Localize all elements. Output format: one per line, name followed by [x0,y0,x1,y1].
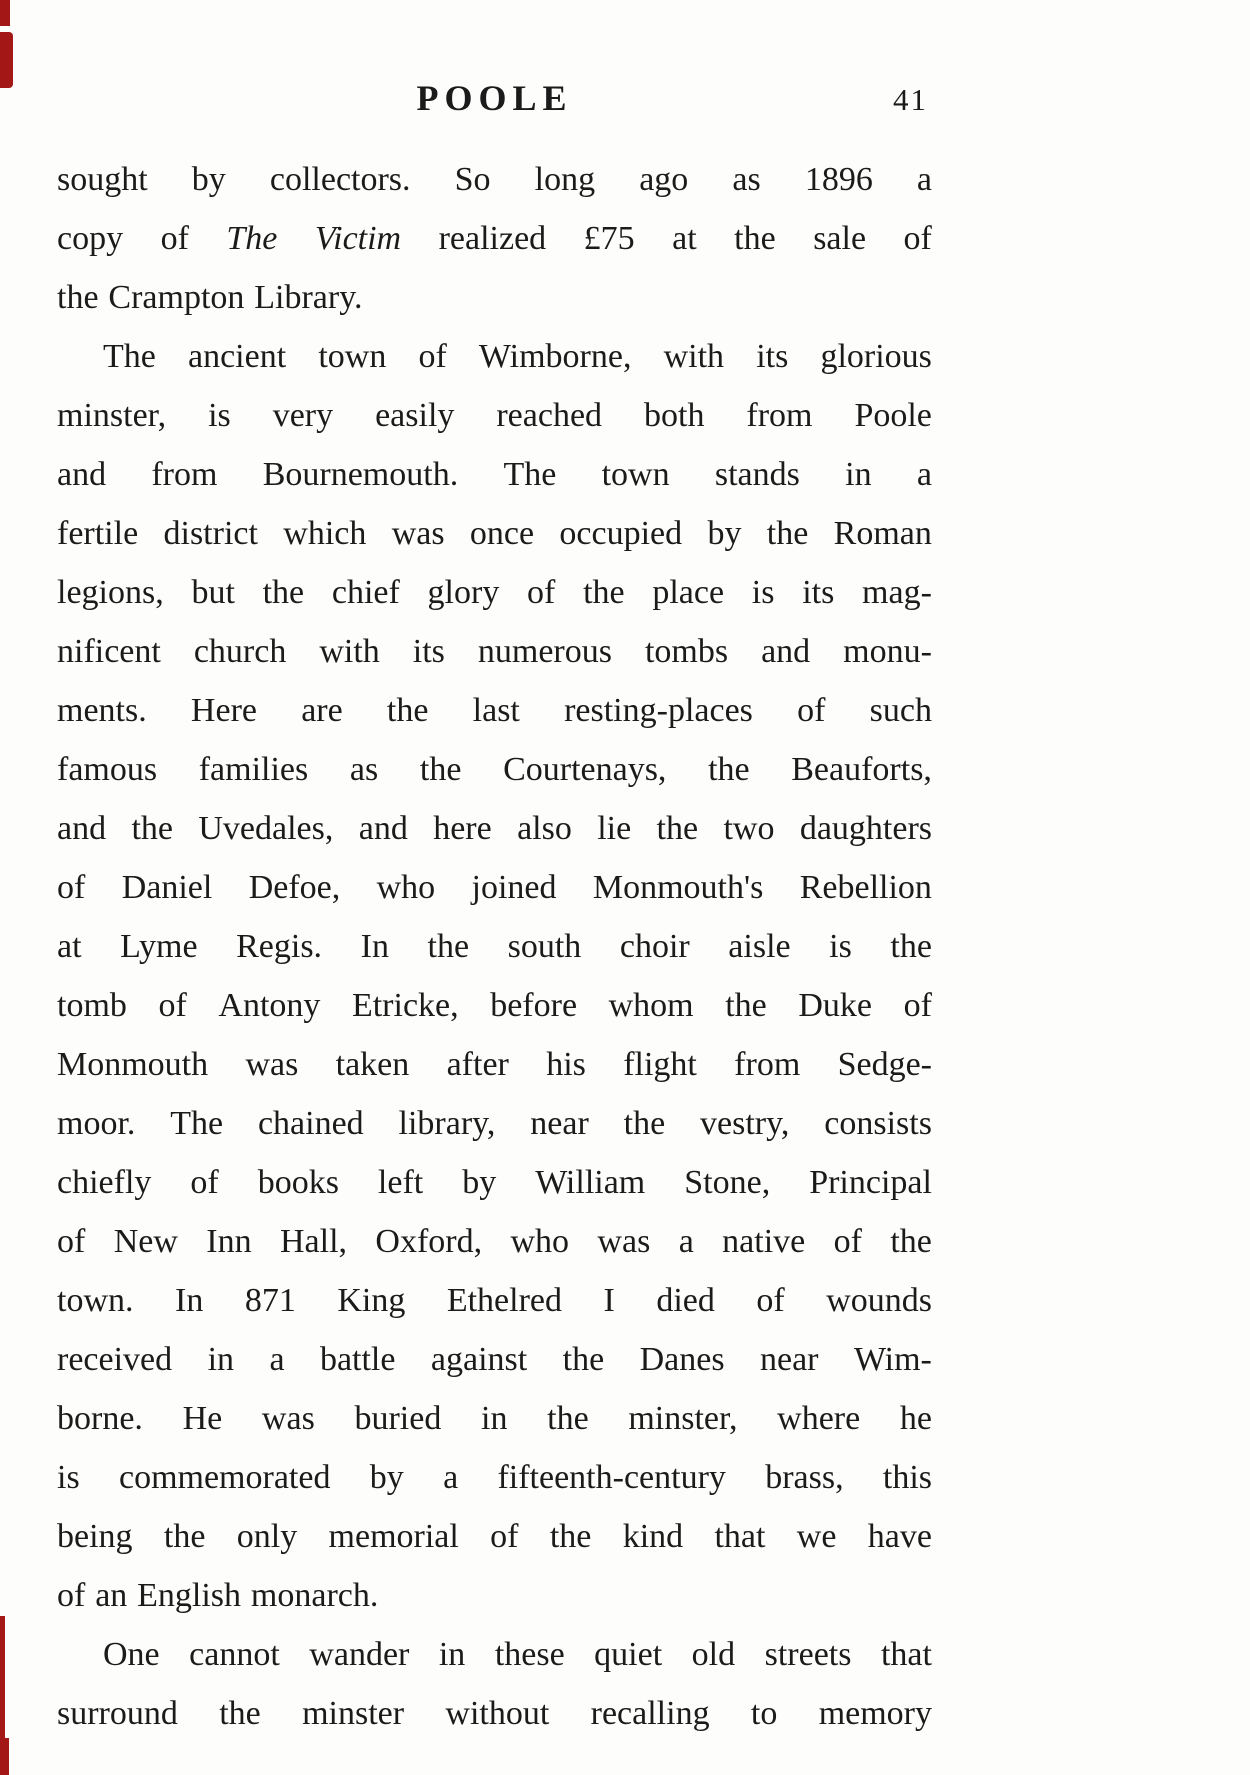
text-line: and from Bournemouth. The town stands in a [57,456,932,493]
text-line: chiefly of books left by William Stone, Principal [57,1164,932,1201]
text-line: and the Uvedales, and here also lie the two daughters [57,810,932,847]
text-line: legions, but the chief glory of the place is its mag- [57,574,932,611]
text-line: the Crampton Library. [57,279,363,316]
body-text [57,150,932,1743]
text-line: of an English monarch. [57,1577,379,1614]
text-line: surround the minster without recalling to memory [57,1695,932,1732]
text-line: of Daniel Defoe, who joined Monmouth's Rebellion [57,869,932,906]
text-line: of New Inn Hall, Oxford, who was a native of the [57,1223,932,1260]
paragraph [57,150,932,327]
text-line: famous families as the Courtenays, the Beauforts, [57,751,932,788]
paragraph [57,327,932,1625]
text-line: One cannot wander in these quiet old streets that [103,1636,932,1673]
text-line: at Lyme Regis. In the south choir aisle is the [57,928,932,965]
text-line: ments. Here are the last resting-places of such [57,692,932,729]
page-content [57,78,932,1743]
scan-artifact-bottom-1 [0,1616,5,1740]
page-header-title: POOLE [416,78,573,118]
text-line: tomb of Antony Etricke, before whom the Duke of [57,987,932,1024]
scan-artifact-top-1 [0,0,10,26]
text-line: being the only memorial of the kind that we have [57,1518,932,1555]
text-line: town. In 871 King Ethelred I died of wounds [57,1282,932,1319]
scan-artifact-bottom-2 [0,1738,9,1775]
text-line: copy of The Victim realized £75 at the sale of [57,220,932,257]
text-line: minster, is very easily reached both from Poole [57,397,932,434]
page-number: 41 [893,82,928,117]
text-line: fertile district which was once occupied by the Roman [57,515,932,552]
text-line: is commemorated by a fifteenth-century brass, this [57,1459,932,1496]
paragraph [57,1625,932,1743]
text-line: sought by collectors. So long ago as 1896 a [57,161,932,198]
text-line: received in a battle against the Danes near Wim- [57,1341,932,1378]
text-line: Monmouth was taken after his flight from Sedge- [57,1046,932,1083]
page-header [57,78,932,150]
text-line: moor. The chained library, near the vestry, consists [57,1105,932,1142]
text-line: borne. He was buried in the minster, where he [57,1400,932,1437]
text-line: The ancient town of Wimborne, with its glorious [103,338,932,375]
scan-artifact-top-2 [0,32,13,88]
text-line: nificent church with its numerous tombs and monu- [57,633,932,670]
